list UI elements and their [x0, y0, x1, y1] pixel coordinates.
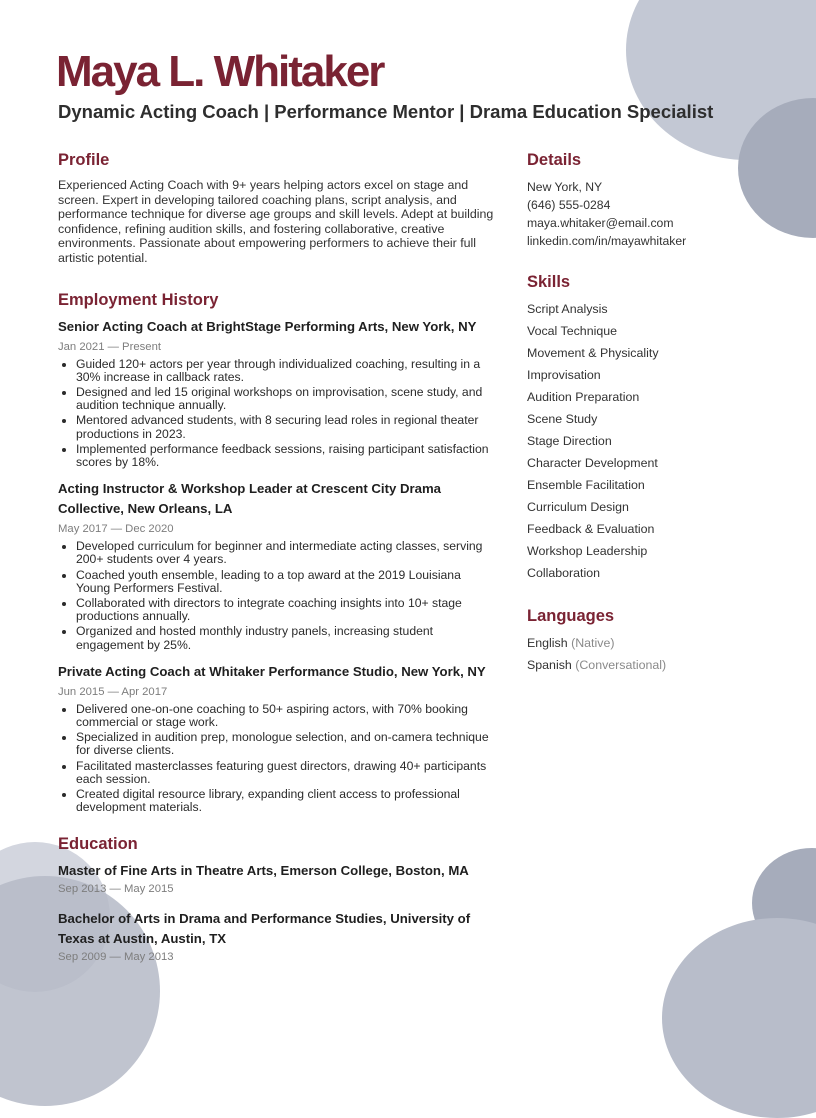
- details-heading: Details: [527, 151, 582, 169]
- skill-item: Feedback & Evaluation: [527, 522, 655, 536]
- contact-email[interactable]: maya.whitaker@email.com: [527, 216, 674, 230]
- job-bullet: • Delivered one-on-one coaching to 50+ aspiring actors, with 70% booking commercial or stage work.: [76, 703, 494, 729]
- job-entry: [58, 317, 494, 470]
- job-bullets: [58, 703, 494, 815]
- education-entry: [58, 909, 494, 965]
- degree-dates: Sep 2013 — May 2015: [58, 883, 174, 896]
- profile-heading: Profile: [58, 151, 110, 169]
- education-entry: [58, 861, 494, 897]
- job-title: Senior Acting Coach at BrightStage Performing Arts, New York, NY: [58, 318, 477, 334]
- decorative-circle-bottom-right-large: [662, 918, 816, 1118]
- details-section: [527, 148, 747, 250]
- skill-item: Stage Direction: [527, 434, 612, 448]
- contact-linkedin[interactable]: linkedin.com/in/mayawhitaker: [527, 234, 687, 248]
- language-name: Spanish: [527, 658, 572, 672]
- language-level: (Native): [571, 636, 615, 650]
- job-bullet: • Specialized in audition prep, monologue selection, and on-camera technique for diverse clients.: [76, 731, 494, 757]
- languages-section: [527, 604, 747, 676]
- job-dates: May 2017 — Dec 2020: [58, 523, 174, 536]
- skill-item: Movement & Physicality: [527, 346, 659, 360]
- job-entry: [58, 479, 494, 652]
- job-bullet: • Coached youth ensemble, leading to a top award at the 2019 Louisiana Young Performers Festival.: [76, 569, 494, 595]
- skill-item: Vocal Technique: [527, 324, 618, 338]
- job-dates: Jun 2015 — Apr 2017: [58, 685, 168, 698]
- job-bullet: • Collaborated with directors to integrate coaching insights into 10+ stage productions annually.: [76, 597, 494, 623]
- degree-dates: Sep 2009 — May 2013: [58, 951, 174, 964]
- resume-headline: Dynamic Acting Coach | Performance Mentor | Drama Education Specialist: [58, 101, 714, 122]
- skill-item: Scene Study: [527, 412, 598, 426]
- job-bullet: • Facilitated masterclasses featuring guest directors, drawing 40+ participants each session.: [76, 760, 494, 786]
- degree-title: Bachelor of Arts in Drama and Performance Studies, University of Texas at Austin, Austin, TX: [58, 911, 471, 947]
- skill-item: Script Analysis: [527, 302, 608, 316]
- job-bullets: [58, 358, 494, 470]
- job-bullets: [58, 540, 494, 652]
- job-bullet: • Organized and hosted monthly industry panels, increasing student engagement by 25%.: [76, 625, 494, 651]
- job-bullet: • Guided 120+ actors per year through individualized coaching, resulting in a 30% increase in callback rates.: [76, 358, 494, 384]
- language-item: [527, 654, 747, 676]
- main-column: [58, 148, 494, 965]
- education-heading: Education: [58, 835, 138, 854]
- skill-item: Collaboration: [527, 566, 601, 580]
- job-bullet: • Developed curriculum for beginner and intermediate acting classes, serving 200+ students over 4 years.: [76, 540, 494, 566]
- skill-item: Improvisation: [527, 368, 601, 382]
- education-section: [58, 832, 494, 965]
- skill-item: Character Development: [527, 456, 658, 470]
- job-bullet: • Mentored advanced students, with 8 securing lead roles in regional theater productions in 2023.: [76, 414, 494, 440]
- job-bullet: • Designed and led 15 original workshops on improvisation, scene study, and audition technique annually.: [76, 386, 494, 412]
- language-name: English: [527, 636, 568, 650]
- skill-item: Audition Preparation: [527, 390, 640, 404]
- resume-name: Maya L. Whitaker: [56, 47, 384, 96]
- skill-item: Workshop Leadership: [527, 544, 648, 558]
- job-title: Acting Instructor & Workshop Leader at Crescent City Drama Collective, New Orleans, LA: [58, 481, 442, 517]
- skills-heading: Skills: [527, 273, 571, 291]
- skill-item: Ensemble Facilitation: [527, 478, 645, 492]
- profile-section: [58, 148, 494, 266]
- language-item: [527, 632, 747, 654]
- profile-text: Experienced Acting Coach with 9+ years helping actors excel on stage and screen. Expert in developing tailored coaching plans, script analysis, and performance technique for diverse age groups and skill levels. Adept at building confidence, refining audition skills, and fostering collaborative, creative environments. Passionate about empowering performers to achieve their full artistic potential.: [58, 178, 494, 265]
- degree-title: Master of Fine Arts in Theatre Arts, Emerson College, Boston, MA: [58, 863, 469, 879]
- job-bullet: • Implemented performance feedback sessions, raising participant satisfaction scores by 18%.: [76, 443, 494, 469]
- sidebar-column: [527, 148, 747, 676]
- job-dates: Jan 2021 — Present: [58, 340, 161, 353]
- job-entry: [58, 662, 494, 815]
- employment-section: [58, 288, 494, 815]
- contact-phone: (646) 555-0284: [527, 198, 611, 212]
- language-level: (Conversational): [575, 658, 667, 672]
- job-title: Private Acting Coach at Whitaker Performance Studio, New York, NY: [58, 663, 486, 679]
- employment-heading: Employment History: [58, 290, 219, 309]
- skills-section: [527, 270, 747, 584]
- contact-location: New York, NY: [527, 180, 603, 194]
- languages-heading: Languages: [527, 607, 615, 625]
- skill-item: Curriculum Design: [527, 500, 629, 514]
- job-bullet: • Created digital resource library, expanding client access to professional development materials.: [76, 788, 494, 814]
